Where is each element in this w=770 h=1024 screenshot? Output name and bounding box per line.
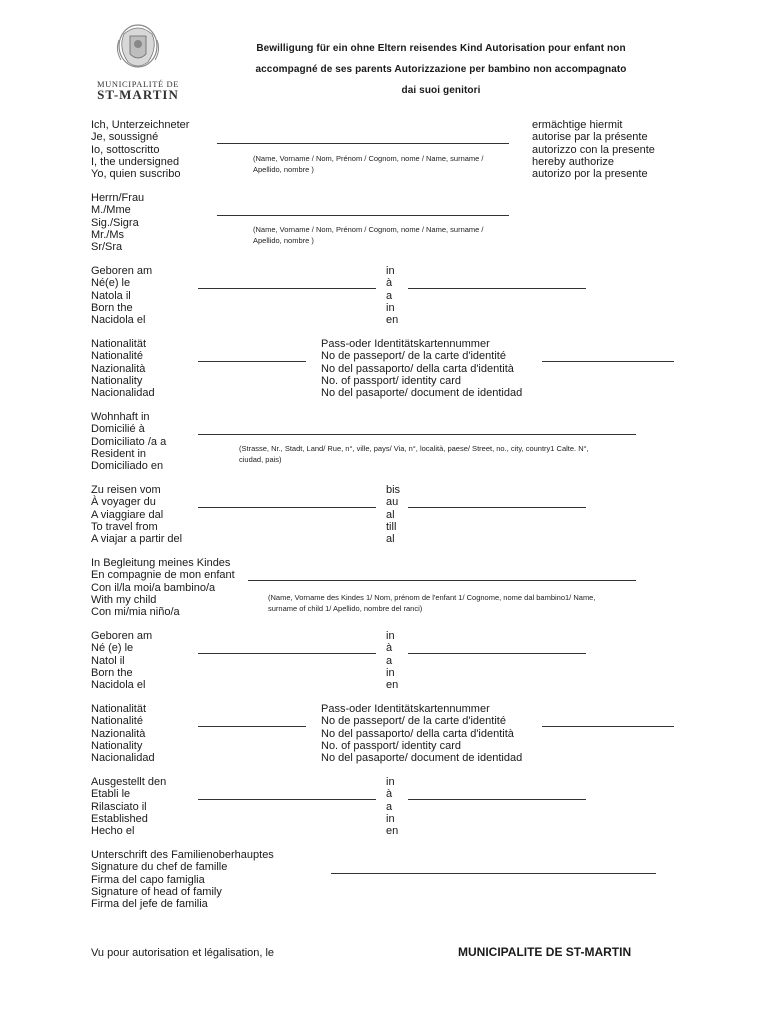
undersigned-name-field[interactable] <box>217 143 509 144</box>
label: Pass-oder Identitätskartennummer <box>321 703 490 715</box>
undersigned-hint: (Name, Vorname / Nom, Prénom / Cognom, nome / Name, surname / Apellido, nombre ) <box>253 154 484 174</box>
person-name-field[interactable] <box>217 215 509 216</box>
child-name-field[interactable] <box>248 580 636 581</box>
label: Resident in <box>91 447 147 460</box>
authorize-text: ermächtige hiermit <box>532 119 623 131</box>
child-born-place-labels <box>386 630 398 691</box>
label: Nationalité <box>91 350 143 363</box>
child-nationality-field[interactable] <box>198 726 306 727</box>
child-passport-labels <box>321 703 522 764</box>
label: al <box>386 533 395 546</box>
label: Domiciliato /a a <box>91 435 167 448</box>
label: Nacionalidad <box>91 752 155 765</box>
title-line-2: accompagné de ses parents Autorizzazione per bambino non accompagnato <box>255 64 627 75</box>
label: Signature of head of family <box>91 885 222 898</box>
person-labels <box>91 192 144 253</box>
authorize-text: autorise par la présente <box>532 131 648 144</box>
label: Geboren am <box>91 630 153 642</box>
label: À voyager du <box>91 496 156 509</box>
undersigned-right <box>532 119 655 180</box>
label: till <box>386 520 397 533</box>
label: Zu reisen vom <box>91 484 161 496</box>
issued-place-field[interactable] <box>408 799 586 800</box>
authorize-text: autorizzo con la presente <box>532 143 655 156</box>
issued-date-field[interactable] <box>198 799 376 800</box>
label: No. of passport/ identity card <box>321 739 462 752</box>
travel-labels <box>91 484 182 545</box>
label: Nationality <box>91 739 143 752</box>
address-field[interactable] <box>198 434 636 435</box>
label: A viaggiare dal <box>91 508 164 521</box>
born-place-labels <box>386 265 398 326</box>
label: in <box>386 812 395 825</box>
label: Domicilié à <box>91 423 145 436</box>
label: à <box>386 642 393 655</box>
label: Geboren am <box>91 265 153 277</box>
label: No del passaporto/ della carta d'identità <box>321 727 514 740</box>
label: bis <box>386 484 401 496</box>
label: Etabli le <box>91 788 131 801</box>
label: Natol il <box>91 654 125 667</box>
label: Rilasciato il <box>91 800 147 813</box>
label: Nationality <box>91 374 143 387</box>
authorize-text: autorizo por la presente <box>532 168 648 181</box>
label: Firma del capo famiglia <box>91 873 205 886</box>
person-hint: (Name, Vorname / Nom, Prénom / Cognom, nome / Name, surname / Apellido, nombre ) <box>253 225 484 245</box>
label: Nazionalità <box>91 362 146 375</box>
label: en <box>386 825 399 838</box>
label: in <box>386 776 395 788</box>
label: en <box>386 314 399 327</box>
travel-until-field[interactable] <box>408 507 586 508</box>
label: in <box>386 301 395 314</box>
travel-from-field[interactable] <box>198 507 376 508</box>
coat-of-arms-icon <box>88 20 188 76</box>
label: Signature du chef de famille <box>91 861 228 874</box>
label: Hecho el <box>91 825 135 838</box>
born-labels <box>91 265 152 326</box>
label: Nazionalità <box>91 727 146 740</box>
birth-date-field[interactable] <box>198 288 376 289</box>
label: No. of passport/ identity card <box>321 374 462 387</box>
label: en <box>386 679 399 692</box>
label: Con il/la moi/a bambino/a <box>91 581 216 594</box>
label: Né (e) le <box>91 642 134 655</box>
child-labels <box>91 557 235 618</box>
label: in <box>386 630 395 642</box>
label: In Begleitung meines Kindes <box>91 557 231 569</box>
label: No del passaporto/ della carta d'identità <box>321 362 514 375</box>
label: No del pasaporte/ document de identidad <box>321 387 523 400</box>
birth-place-field[interactable] <box>408 288 586 289</box>
signature-labels <box>91 849 274 910</box>
legalisation-text: Vu pour autorisation et légalisation, le <box>91 947 275 959</box>
label: Pass-oder Identitätskartennummer <box>321 338 490 350</box>
label: Je, soussigné <box>91 131 159 144</box>
label: No de passeport/ de la carte d'identité <box>321 715 506 728</box>
label: Sr/Sra <box>91 241 123 254</box>
label: Nacidola el <box>91 314 146 327</box>
child-birth-place-field[interactable] <box>408 653 586 654</box>
label: a <box>386 289 393 302</box>
label: al <box>386 508 395 521</box>
address-hint: (Strasse, Nr., Stadt, Land/ Rue, n°, ville, pays/ Via, n°, località, paese/ Street, no., city, country1 Calte. N°, ciudad, pais) <box>239 444 589 464</box>
child-hint: (Name, Vorname des Kindes 1/ Nom, prénom de l'enfant 1/ Cognome, nome dal bambino1/ Name, surname of child 1/ Apellido, nombre del ranci) <box>268 593 596 613</box>
label: in <box>386 265 395 277</box>
issued-labels <box>91 776 166 837</box>
label: Unterschrift des Familienoberhauptes <box>91 849 274 861</box>
label: Ausgestellt den <box>91 776 167 788</box>
logo-top-text: MUNICIPALITÉ DE <box>96 79 180 89</box>
label: a <box>386 654 393 667</box>
nationality-field[interactable] <box>198 361 306 362</box>
label: Né(e) le <box>91 277 131 290</box>
label: Con mi/mia niño/a <box>91 606 180 619</box>
issued-place-labels <box>386 776 398 837</box>
label: Mr./Ms <box>91 228 124 241</box>
label: Yo, quien suscribo <box>91 168 181 181</box>
label: à <box>386 277 393 290</box>
label: Firma del jefe de familia <box>91 898 208 911</box>
label: Nationalité <box>91 715 143 728</box>
label: Natola il <box>91 289 131 302</box>
label: Born the <box>91 301 133 314</box>
document-title <box>196 38 686 101</box>
nationality-labels <box>91 338 155 399</box>
label: A viajar a partir del <box>91 533 183 546</box>
resident-labels <box>91 411 166 472</box>
label: Herrn/Frau <box>91 192 145 204</box>
label: With my child <box>91 593 157 606</box>
label: Nacidola el <box>91 679 146 692</box>
municipality-footer: MUNICIPALITE DE ST-MARTIN <box>458 945 632 959</box>
label: à <box>386 788 393 801</box>
label: Nationalität <box>91 703 147 715</box>
child-passport-number-field[interactable] <box>542 726 674 727</box>
label: a <box>386 800 393 813</box>
label: Domiciliado en <box>91 460 164 473</box>
label: No del pasaporte/ document de identidad <box>321 752 523 765</box>
label: au <box>386 496 399 509</box>
label: Nationalität <box>91 338 147 350</box>
municipality-logo <box>88 20 188 102</box>
travel-until-labels <box>386 484 400 545</box>
label: To travel from <box>91 520 158 533</box>
label: Sig./Sigra <box>91 216 139 229</box>
label: Established <box>91 812 148 825</box>
label: M./Mme <box>91 204 131 217</box>
child-born-labels <box>91 630 152 691</box>
label: Ich, Unterzeichneter <box>91 119 190 131</box>
label: Wohnhaft in <box>91 411 150 423</box>
passport-number-field[interactable] <box>542 361 674 362</box>
logo-bottom-text: ST-MARTIN <box>97 87 179 102</box>
passport-labels <box>321 338 522 399</box>
child-nationality-labels <box>91 703 155 764</box>
title-line-3: dai suoi genitori <box>401 85 481 96</box>
label: I, the undersigned <box>91 155 180 168</box>
child-birth-date-field[interactable] <box>198 653 376 654</box>
label: Io, sottoscritto <box>91 143 160 156</box>
label: Nacionalidad <box>91 387 155 400</box>
authorize-text: hereby authorize <box>532 155 614 168</box>
undersigned-labels <box>91 119 189 180</box>
title-line-1: Bewilligung für ein ohne Eltern reisendes Kind Autorisation pour enfant non <box>256 43 626 54</box>
label: Born the <box>91 666 133 679</box>
signature-field[interactable] <box>331 873 656 874</box>
label: No de passeport/ de la carte d'identité <box>321 350 506 363</box>
label: in <box>386 666 395 679</box>
label: En compagnie de mon enfant <box>91 569 235 582</box>
